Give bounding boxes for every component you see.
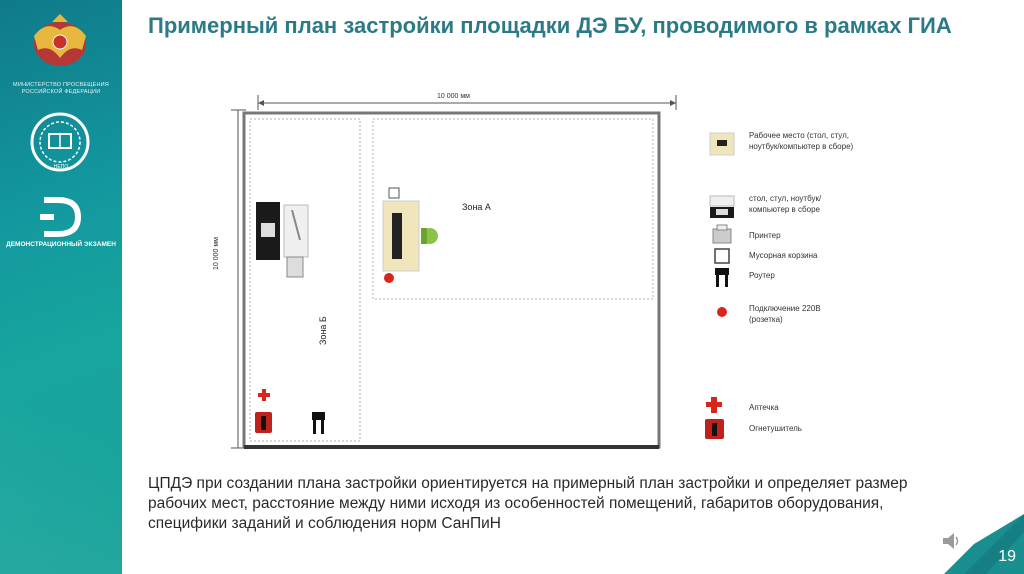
legend-item-workplace: Рабочее место (стол, стул, ноутбук/компьютер в сборе) [749, 131, 854, 151]
legend-first-aid-icon [706, 397, 722, 413]
legend-power-outlet-icon [717, 307, 727, 317]
description-text: ЦПДЭ при создании плана застройки ориентируется на примерный план застройки и определяет размер рабочих мест, расстояние между ними исходя из особенностей помещений, габаритов оборудования, специфики заданий и соблюдения норм СанПиН [148, 475, 908, 532]
demo-exam-label: ДЕМОНСТРАЦИОННЫЙ ЭКЗАМЕН [6, 241, 116, 248]
legend-item-router: Роутер [749, 271, 775, 280]
legend-fire-extinguisher-icon [705, 419, 724, 439]
legend-router-icon [715, 268, 729, 287]
page-title: Примерный план застройки площадки ДЭ БУ, проводимого в рамках ГИА [148, 13, 952, 38]
legend-item-printer: Принтер [749, 231, 781, 240]
ministry-label: МИНИСТЕРСТВО ПРОСВЕЩЕНИЯ РОССИЙСКОЙ ФЕДЕРАЦИИ [13, 82, 109, 95]
room-outline [244, 113, 659, 447]
zone-b-area [250, 119, 360, 441]
zone-b-router-icon [312, 412, 325, 434]
zone-a-label: Зона А [462, 202, 491, 212]
legend-item-fire-extinguisher: Огнетушитель [749, 424, 802, 433]
legend-item-power-outlet: Подключение 220В (розетка) [749, 304, 821, 324]
legend-desk-set-icon [710, 196, 734, 218]
legend-printer-icon [713, 225, 731, 243]
legend-item-first-aid: Аптечка [749, 403, 779, 412]
height-label: 10 000 мм [213, 237, 220, 270]
legend-item-desk-set: стол, стул, ноутбук/компьютер в сборе [749, 194, 822, 214]
zone-b-desk-set-icon [256, 202, 308, 277]
legend-item-trash-bin: Мусорная корзина [749, 251, 818, 260]
width-label: 10 000 мм [437, 93, 470, 100]
page-number: 19 [998, 548, 1016, 565]
zone-a-workplace-icon [383, 188, 438, 283]
nepo-label: НЕПО [53, 164, 69, 170]
zone-b-first-aid-icon [258, 389, 270, 401]
legend-trash-bin-icon [715, 249, 729, 263]
legend-workplace-icon [710, 133, 734, 155]
zone-b-label: Зона Б [318, 316, 328, 345]
zone-b-fire-extinguisher-icon [255, 412, 272, 433]
